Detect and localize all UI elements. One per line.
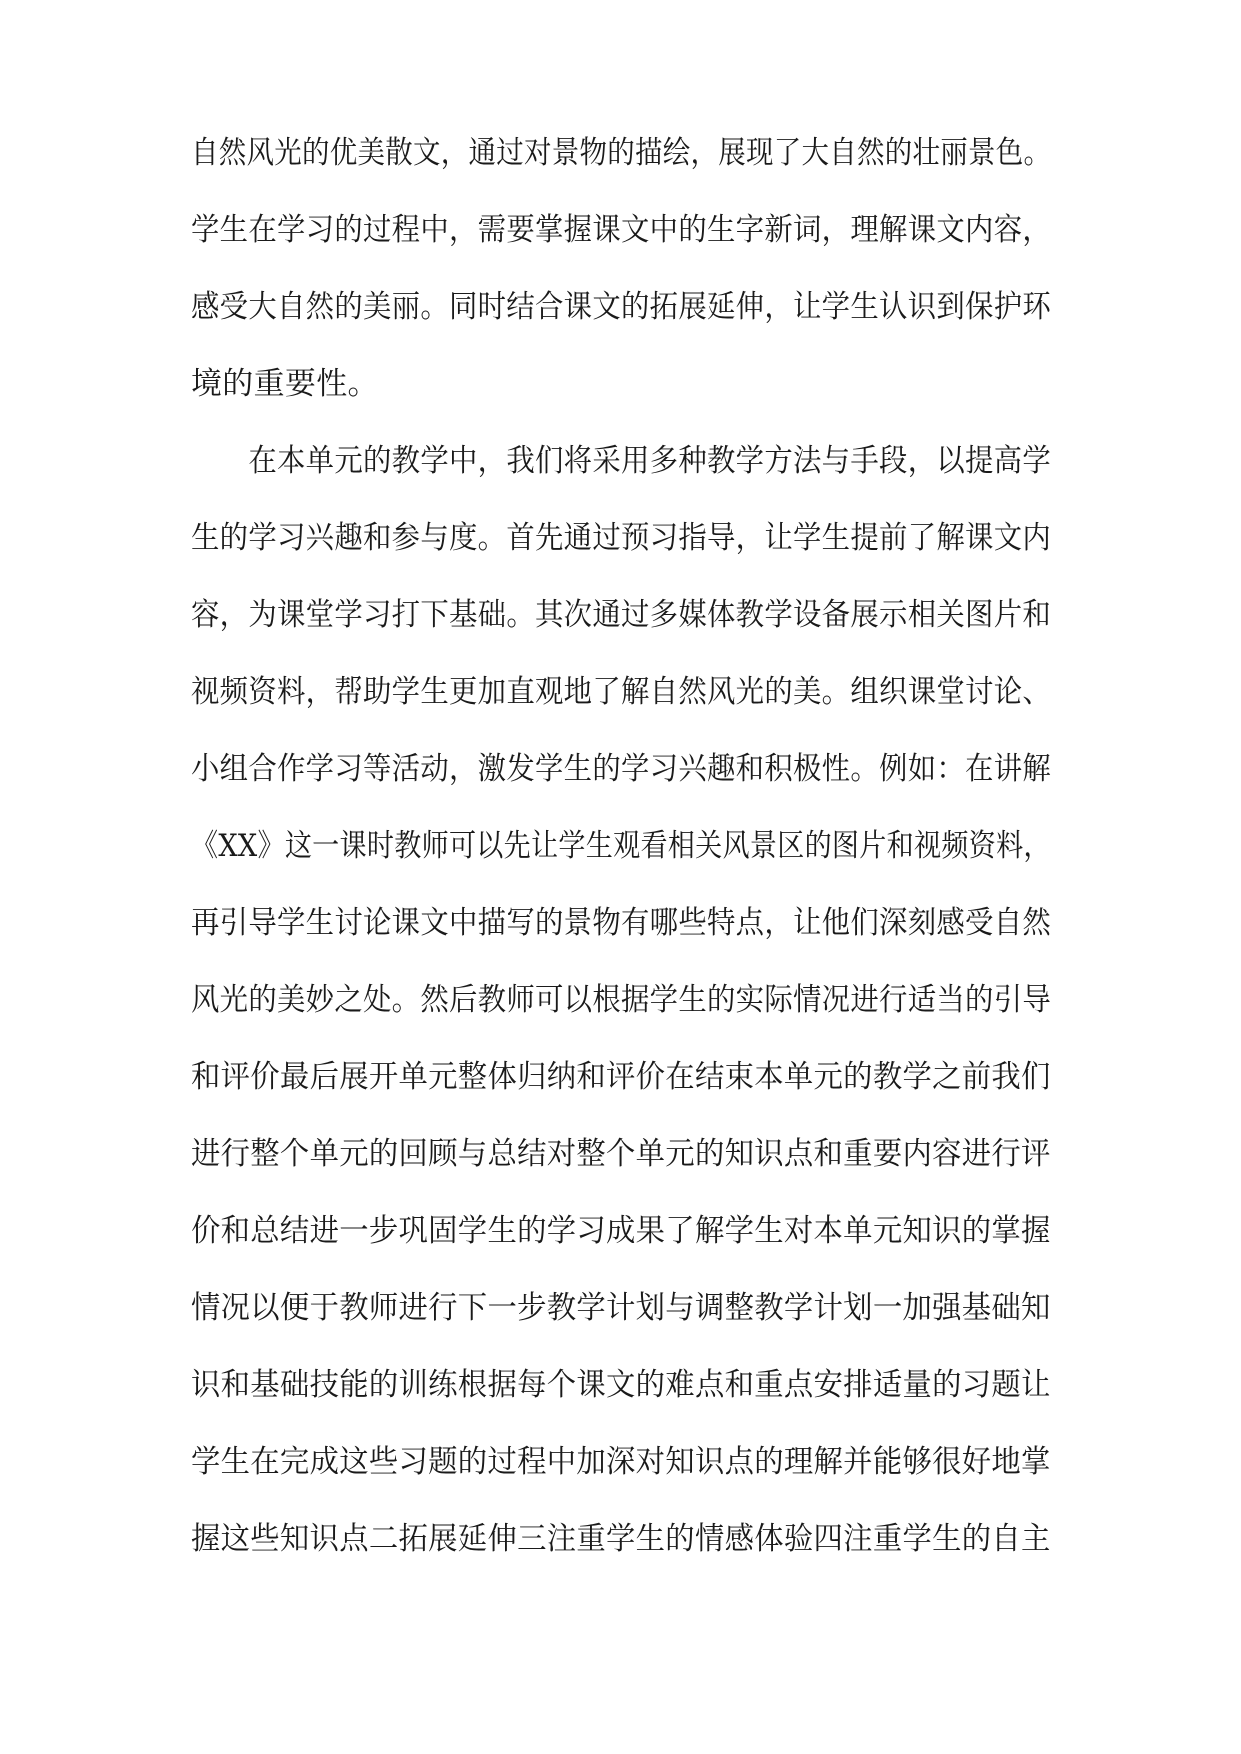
text-line-2: 学生在学习的过程中，需要掌握课文中的生字新词，理解课文内容， bbox=[191, 212, 1052, 248]
text-line-8: 视频资料，帮助学生更加直观地了解自然风光的美。组织课堂讨论、 bbox=[191, 674, 1052, 710]
text-line-3: 感受大自然的美丽。同时结合课文的拓展延伸，让学生认识到保护环 bbox=[191, 289, 1052, 325]
text-line-14: 进行整个单元的回顾与总结对整个单元的知识点和重要内容进行评 bbox=[191, 1136, 1051, 1172]
text-line-10: 《XX》这一课时教师可以先让学生观看相关风景区的图片和视频资料， bbox=[191, 828, 1051, 864]
text-line-4: 境的重要性。 bbox=[191, 366, 379, 402]
text-line-6: 生的学习兴趣和参与度。首先通过预习指导，让学生提前了解课文内 bbox=[191, 520, 1052, 556]
text-line-11: 再引导学生讨论课文中描写的景物有哪些特点，让他们深刻感受自然 bbox=[191, 905, 1052, 941]
text-line-12: 风光的美妙之处。然后教师可以根据学生的实际情况进行适当的引导 bbox=[191, 982, 1052, 1018]
text-line-16: 情况以便于教师进行下一步教学计划与调整教学计划一加强基础知 bbox=[191, 1290, 1051, 1326]
text-line-1: 自然风光的优美散文，通过对景物的描绘，展现了大自然的壮丽景色。 bbox=[191, 135, 1052, 171]
text-line-19: 握这些知识点二拓展延伸三注重学生的情感体验四注重学生的自主 bbox=[191, 1521, 1051, 1557]
text-line-15: 价和总结进一步巩固学生的学习成果了解学生对本单元知识的掌握 bbox=[191, 1213, 1051, 1249]
text-line-18: 学生在完成这些习题的过程中加深对知识点的理解并能够很好地掌 bbox=[191, 1444, 1051, 1480]
text-line-7: 容，为课堂学习打下基础。其次通过多媒体教学设备展示相关图片和 bbox=[191, 597, 1052, 633]
text-line-17: 识和基础技能的训练根据每个课文的难点和重点安排适量的习题让 bbox=[191, 1367, 1051, 1403]
text-line-13: 和评价最后展开单元整体归纳和评价在结束本单元的教学之前我们 bbox=[191, 1059, 1051, 1095]
text-line-9: 小组合作学习等活动，激发学生的学习兴趣和积极性。例如：在讲解 bbox=[191, 751, 1052, 787]
text-line-5: 在本单元的教学中，我们将采用多种教学方法与手段，以提高学 bbox=[191, 443, 1052, 479]
